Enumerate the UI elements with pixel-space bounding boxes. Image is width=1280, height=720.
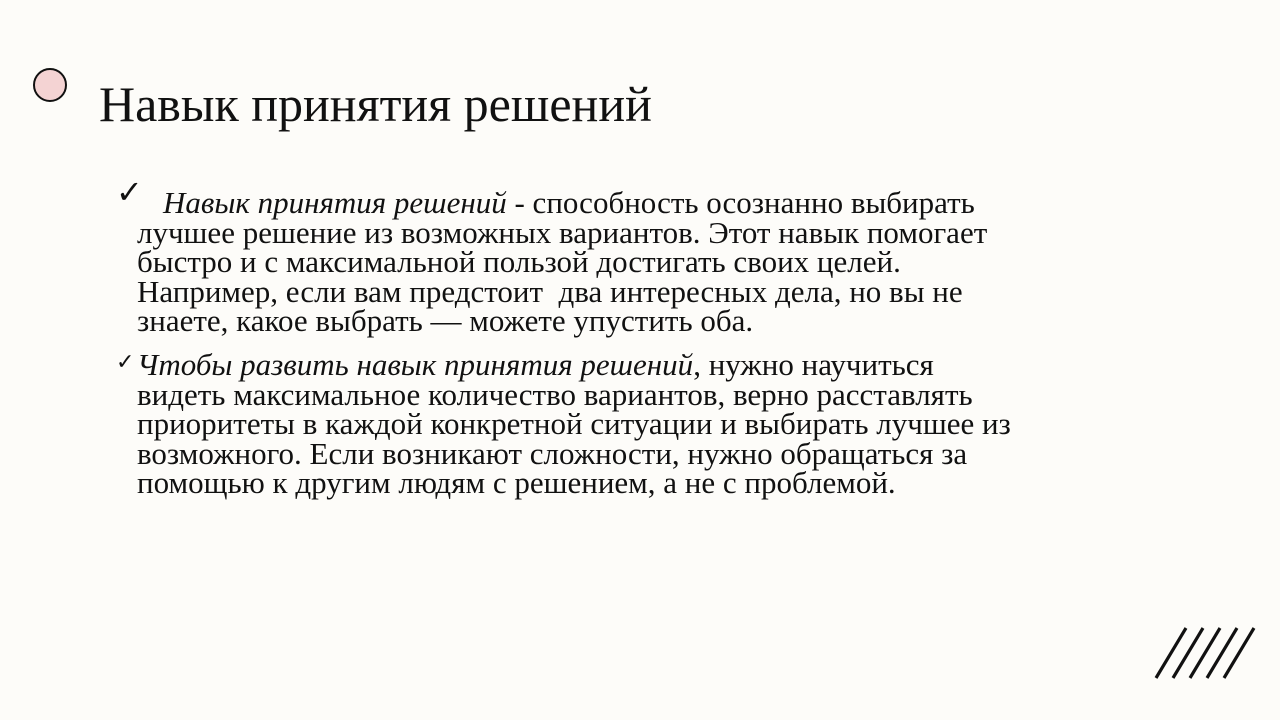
bullet-line: возможного. Если возникают сложности, нужно обращаться за: [137, 435, 968, 471]
bullet-line: быстро и с максимальной пользой достигать своих целей.: [137, 244, 901, 279]
bullet-lead-text: - способность осознанно выбирать: [506, 185, 975, 220]
bullet-line: видеть максимальное количество вариантов, верно расставлять: [137, 376, 973, 412]
checkmark-icon: ✓: [116, 173, 143, 211]
bullet-line: помощью к другим людям с решением, а не с проблемой.: [137, 465, 896, 500]
bullet-line: приоритеты в каждой конкретной ситуации и выбирать лучшее из: [137, 406, 1011, 441]
bullet-line: лучшее решение из возможных вариантов. Этот навык помогает: [137, 214, 988, 250]
title-marker-circle: [33, 68, 67, 102]
bullet-item-1: [137, 185, 1217, 338]
bullet-item-2: [137, 347, 1217, 500]
bullet-lead-italic: Чтобы развить навык принятия решений: [137, 347, 694, 382]
bullet-lead-italic: Навык принятия решений: [163, 185, 507, 220]
checkmark-icon: ✓: [116, 350, 135, 375]
bullet-line: Например, если вам предстоит два интересных дела, но вы не: [137, 273, 963, 309]
diagonal-stripes-icon: [1152, 626, 1256, 680]
bullet-first-line: [137, 347, 1217, 382]
slide-title: Навык принятия решений: [99, 76, 652, 132]
bullet-lead-text: , нужно научиться: [693, 347, 934, 382]
bullet-first-line: [137, 185, 1217, 220]
bullet-line: знаете, какое выбрать — можете упустить оба.: [137, 303, 754, 338]
